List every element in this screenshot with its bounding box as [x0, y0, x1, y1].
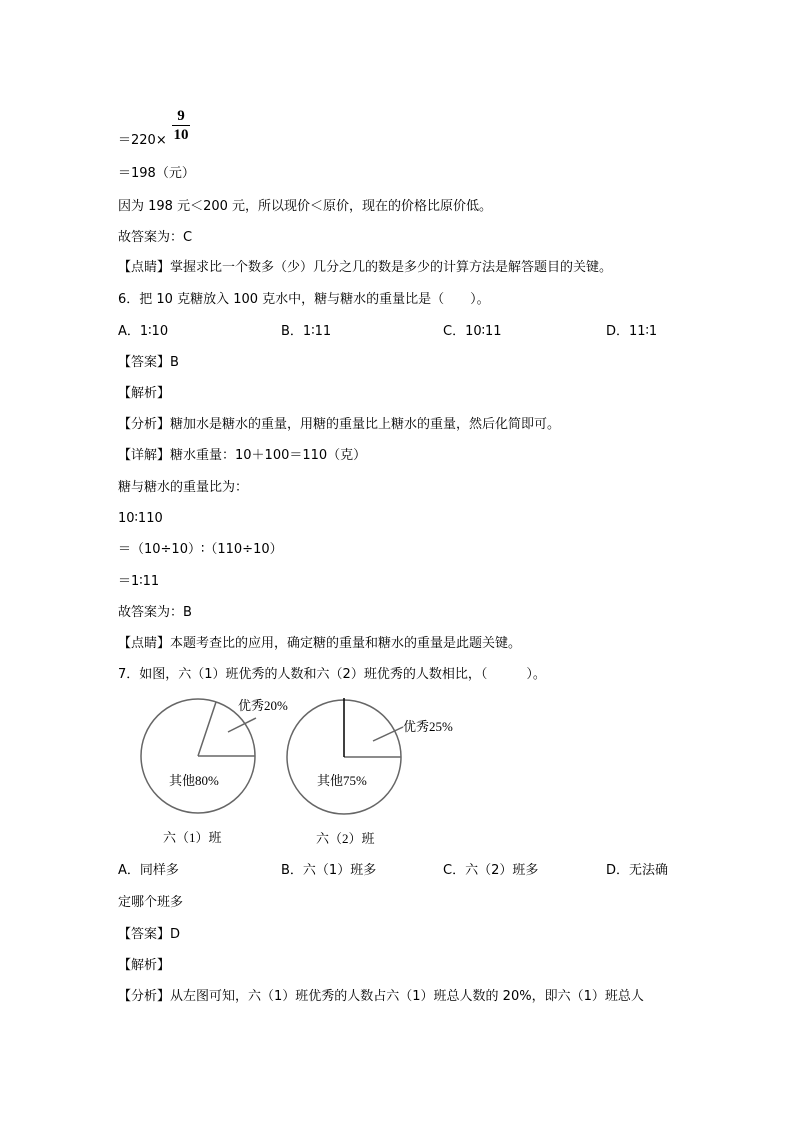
left-caption: 六（1）班: [163, 830, 222, 845]
q7-option-a: A．同样多: [118, 863, 179, 878]
q6-option-b: B．1∶11: [281, 324, 332, 339]
right-caption: 六（2）班: [316, 831, 375, 846]
q6-detail: 【详解】糖水重量：10＋100＝110（克）: [118, 448, 367, 463]
q6-option-c: C．10∶11: [443, 324, 502, 339]
left-excellent-label: 优秀20%: [238, 698, 288, 713]
q6-step-4: ＝1∶11: [118, 574, 160, 589]
q6-tip: 【点睛】本题考查比的应用，确定糖的重量和糖水的重量是此题关键。: [118, 636, 522, 651]
q6-option-a: A．1∶10: [118, 324, 169, 339]
q7-jiexi: 【解析】: [118, 958, 171, 973]
q6-step-1: 糖与糖水的重量比为：: [118, 480, 249, 495]
pie-left-radius-2: [198, 702, 216, 756]
q6-step-2: 10∶110: [118, 511, 163, 526]
tip-line: 【点睛】掌握求比一个数多（少）几分之几的数是多少的计算方法是解答题目的关键。: [118, 260, 613, 275]
q7-option-d-cont: 定哪个班多: [118, 895, 184, 910]
left-other-label: 其他80%: [169, 773, 219, 788]
right-excellent-label: 优秀25%: [403, 719, 453, 734]
answer-line: 故答案为：C: [118, 230, 193, 245]
calc-line-2: ＝198（元）: [118, 166, 195, 181]
q6-step-5: 故答案为：B: [118, 605, 192, 620]
q7-answer: 【答案】D: [118, 927, 181, 942]
q6-option-d: D．11∶1: [606, 324, 658, 339]
q7-analysis: 【分析】从左图可知，六（1）班优秀的人数占六（1）班总人数的 20%，即六（1）班总人: [118, 989, 644, 1004]
q7-option-c: C．六（2）班多: [443, 863, 539, 878]
fraction-numerator: 9: [177, 108, 185, 124]
q6-jiexi: 【解析】: [118, 386, 171, 401]
fraction-denominator: 10: [173, 127, 189, 143]
calc-line-1: ＝220×: [118, 133, 167, 148]
q6-step-3: ＝（10÷10）∶（110÷10）: [118, 542, 283, 557]
q6-analysis: 【分析】糖加水是糖水的重量，用糖的重量比上糖水的重量，然后化简即可。: [118, 417, 561, 432]
question-6: 6．把 10 克糖放入 100 克水中，糖与糖水的重量比是（ ）。: [118, 292, 490, 307]
pie-right: [287, 698, 403, 814]
q6-answer: 【答案】B: [118, 355, 179, 370]
pie-left: [141, 699, 256, 813]
right-other-label: 其他75%: [317, 773, 367, 788]
compare-line: 因为 198 元＜200 元，所以现价＜原价，现在的价格比原价低。: [118, 199, 493, 214]
question-7: 7．如图，六（1）班优秀的人数和六（2）班优秀的人数相比，（ ）。: [118, 667, 546, 682]
q7-option-d: D．无法确: [606, 863, 669, 878]
q7-option-b: B．六（1）班多: [281, 863, 377, 878]
